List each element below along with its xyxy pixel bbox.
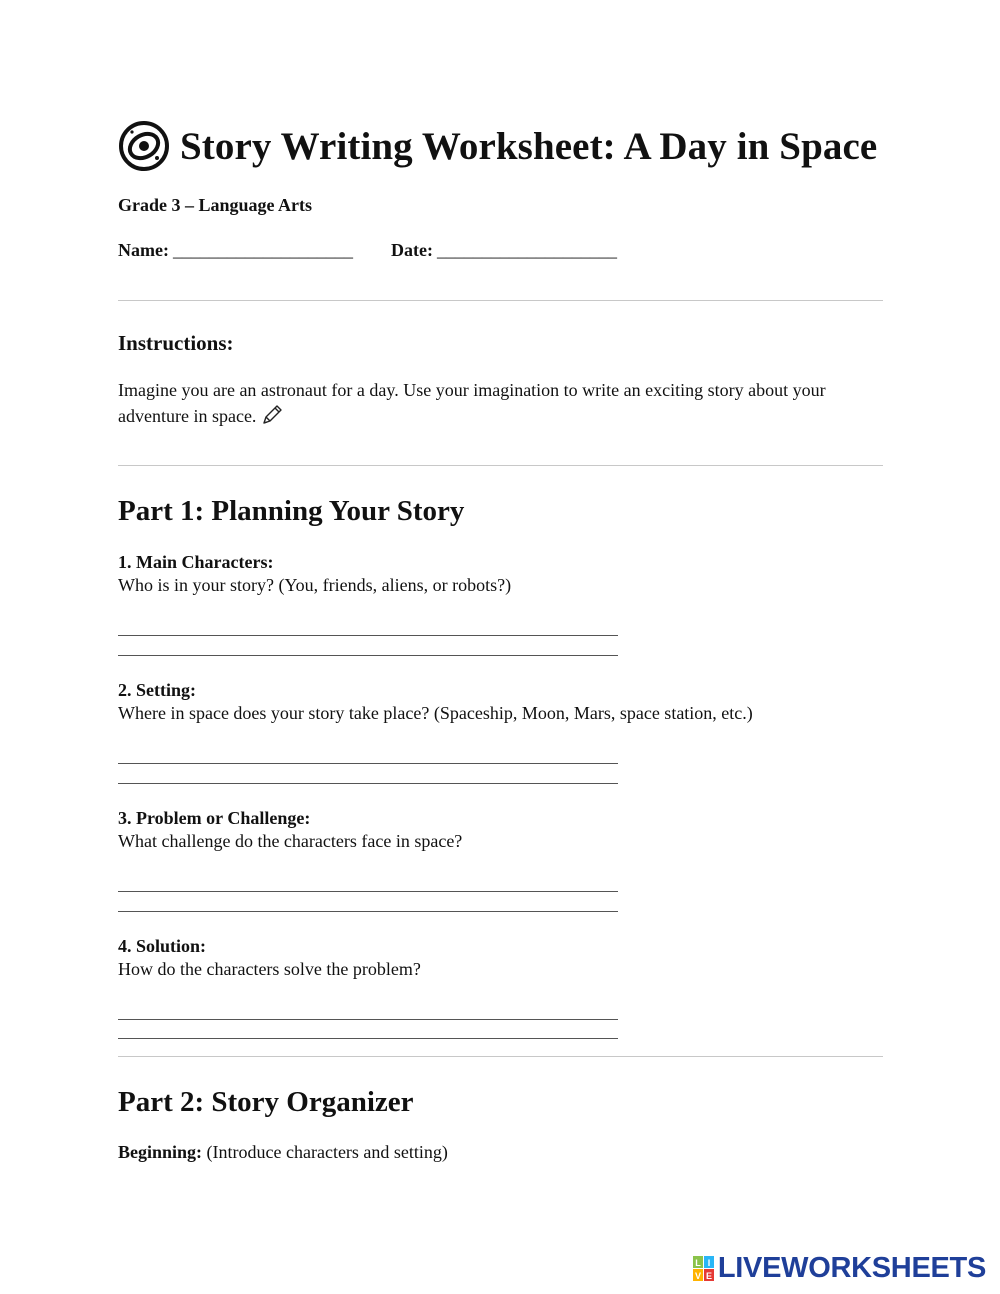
question-label: 2. Setting: [118,680,196,700]
instructions-text [118,377,878,429]
title-row [118,120,877,172]
beginning-hint: (Introduce characters and setting) [202,1142,448,1162]
answer-line[interactable] [118,1019,618,1020]
answer-line[interactable] [118,635,618,636]
instructions-heading: Instructions: [118,331,234,355]
name-label: Name: [118,240,169,260]
divider [118,300,883,301]
question-prompt: Where in space does your story take place? (Spaceship, Moon, Mars, space station, etc.) [118,703,753,723]
logo-text: LIVEWORKSHEETS [717,1252,986,1284]
answer-line[interactable] [118,911,618,912]
question-label: 3. Problem or Challenge: [118,808,311,828]
grade-subtitle: Grade 3 – Language Arts [118,195,313,215]
galaxy-icon [118,120,170,172]
beginning-label: Beginning: [118,1142,203,1162]
live-badge-icon [693,1256,715,1282]
answer-line[interactable] [118,1038,618,1039]
name-blank[interactable]: ____________________ [172,240,353,260]
part2-heading: Part 2: Story Organizer [118,1086,414,1118]
beginning-section [118,1142,448,1163]
question-label: 1. Main Characters: [118,552,274,572]
date-field[interactable] [391,240,617,261]
name-date-row [118,240,617,261]
svg-text:E: E [705,1270,712,1281]
divider [118,1056,883,1057]
answer-line[interactable] [118,763,618,764]
question-prompt: Who is in your story? (You, friends, aliens, or robots?) [118,575,512,595]
answer-line[interactable] [118,655,618,656]
svg-text:L: L [695,1257,701,1268]
svg-text:V: V [694,1270,701,1281]
name-field[interactable] [118,240,353,261]
date-blank[interactable]: ____________________ [436,240,617,260]
question-prompt: What challenge do the characters face in space? [118,831,463,851]
page-title: Story Writing Worksheet: A Day in Space [180,124,878,168]
question-prompt: How do the characters solve the problem? [118,959,421,979]
part1-heading: Part 1: Planning Your Story [118,495,465,527]
answer-line[interactable] [118,783,618,784]
liveworksheets-logo[interactable] [693,1252,986,1285]
question-label: 4. Solution: [118,936,207,956]
instructions-body: Imagine you are an astronaut for a day. Use your imagination to write an exciting story about your adventure in space. [118,380,826,426]
pencil-icon [260,404,284,426]
svg-text:I: I [707,1257,711,1268]
divider [118,465,883,466]
date-label: Date: [390,240,433,260]
answer-line[interactable] [118,891,618,892]
